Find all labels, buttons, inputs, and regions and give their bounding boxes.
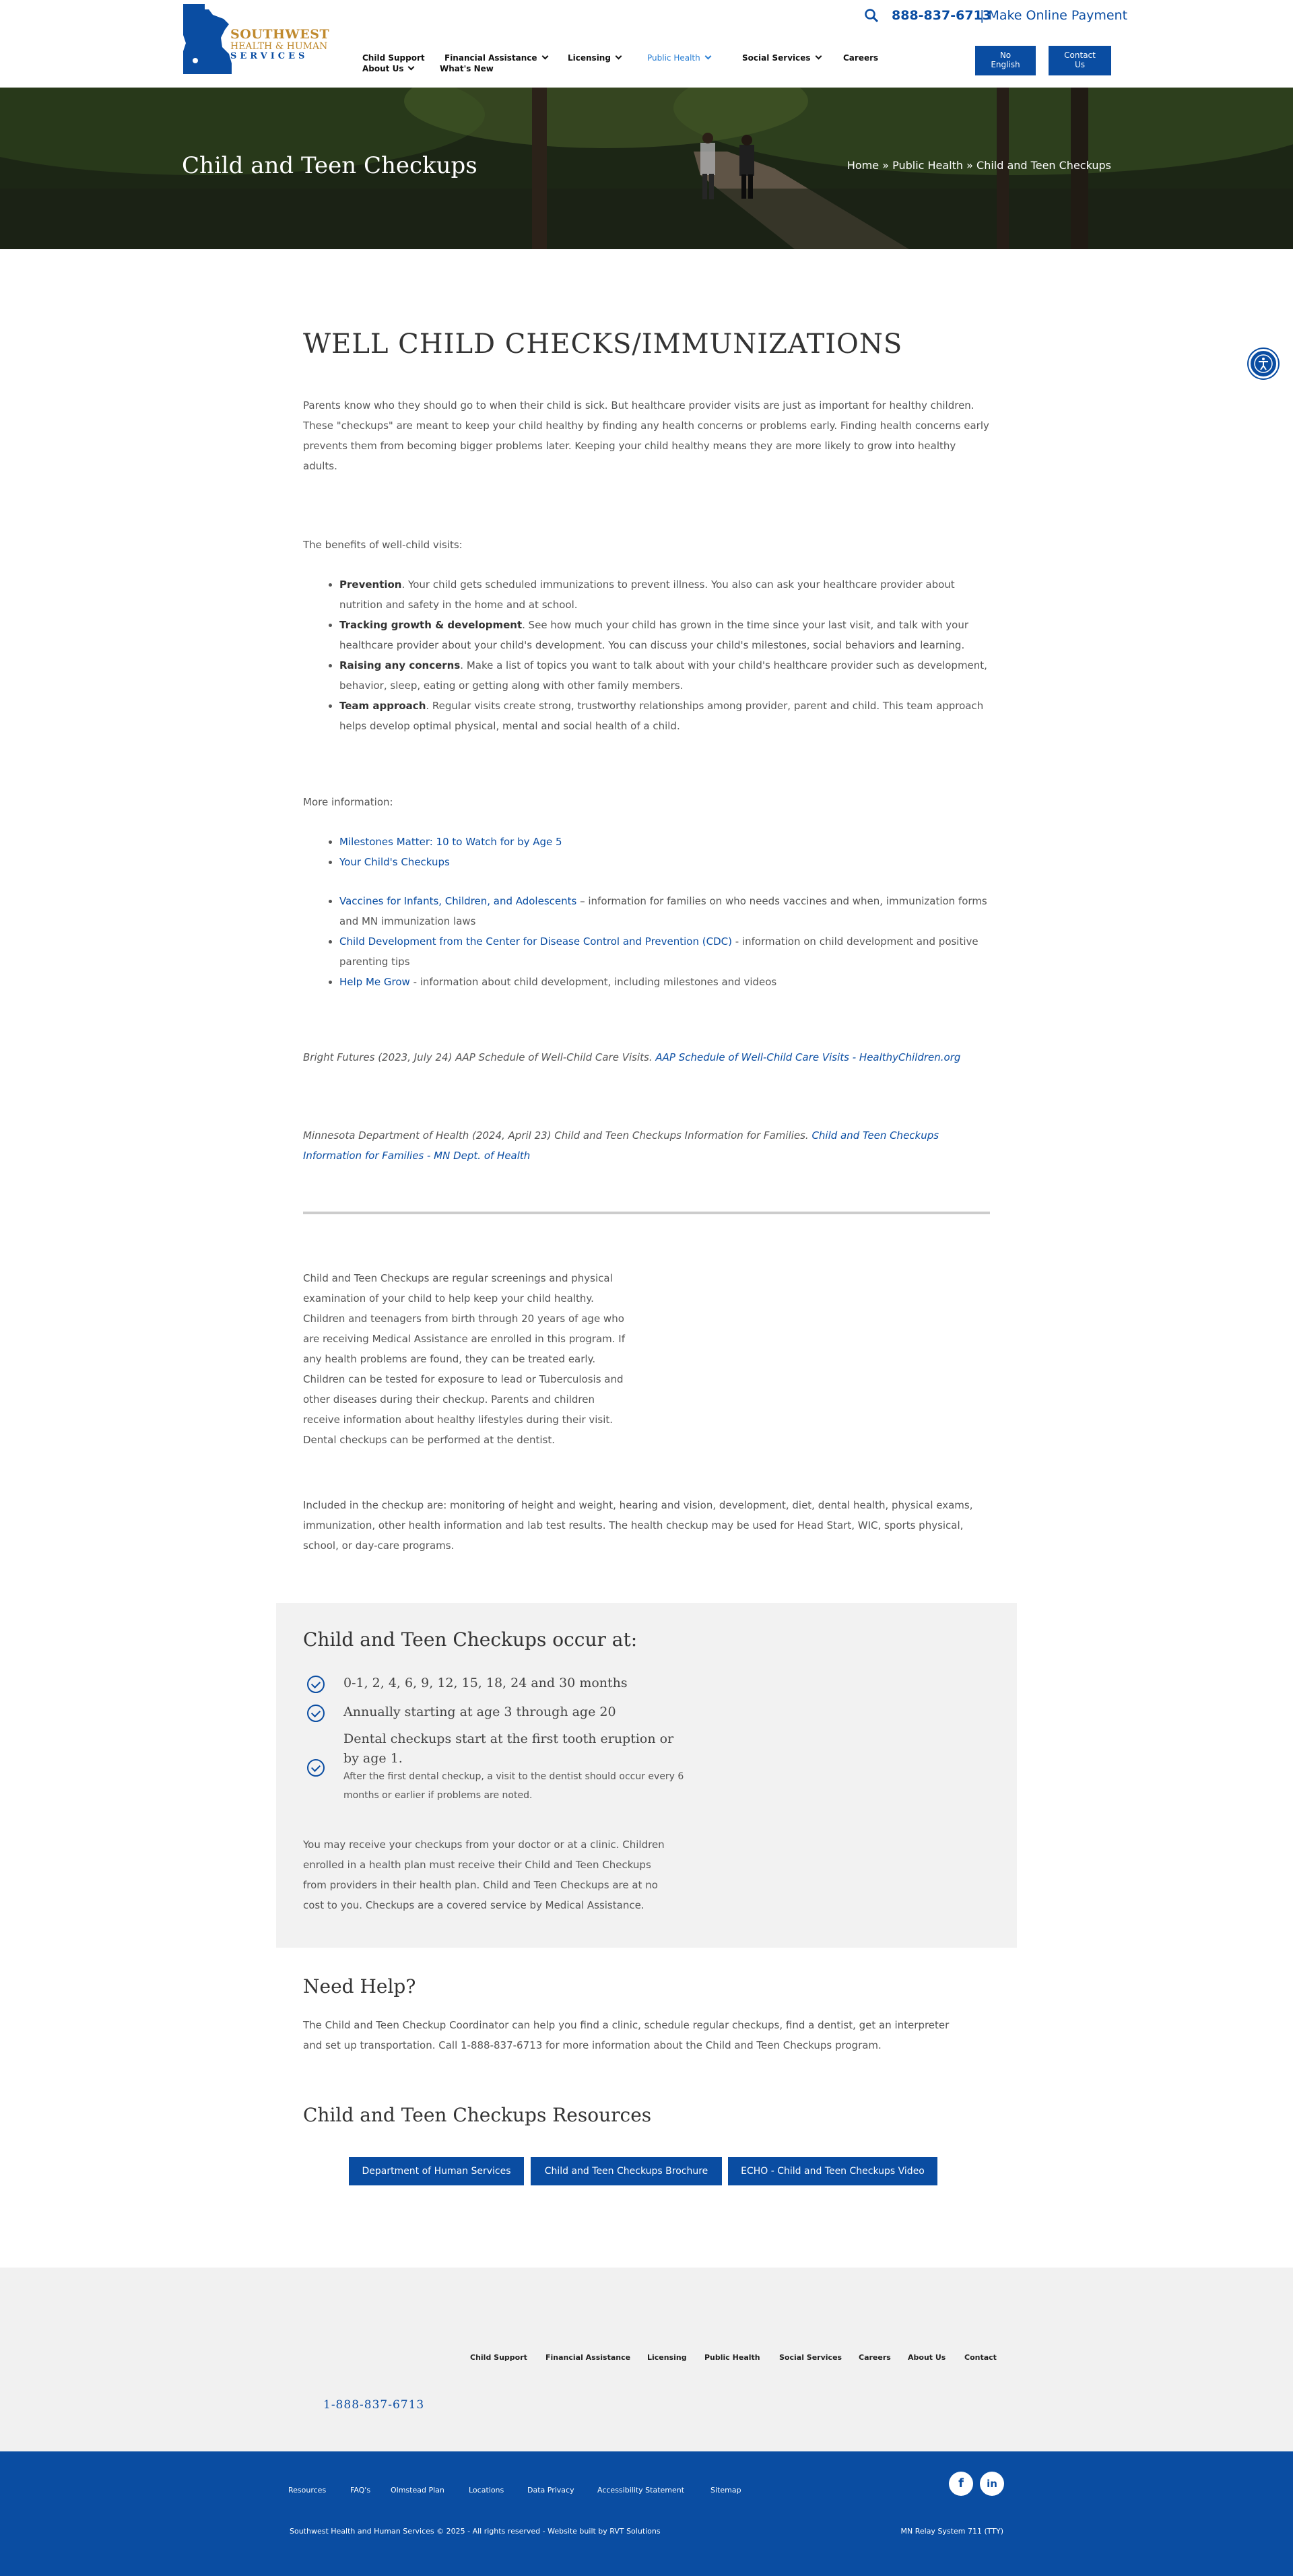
benefit-item [339,574,990,615]
footer-bottom [0,2451,1293,2576]
footer-link-faqs[interactable]: FAQ's [350,2486,371,2495]
nav-public-health[interactable] [647,53,710,63]
breadcrumb-separator: » [879,159,893,172]
brochure-button[interactable]: Child and Teen Checkups Brochure [531,2157,722,2185]
benefit-text: . Regular visits create strong, trustworthy relationships among provider, parent and child. This team approach helps develop optimal physical, mental and social health of a child. [339,700,984,732]
vaccines-link[interactable]: Vaccines for Infants, Children, and Adolescents [339,895,577,907]
footer-phone-link[interactable]: 1-888-837-6713 [323,2398,425,2412]
breadcrumb-current: Child and Teen Checkups [976,159,1111,172]
need-help-title: Need Help? [303,1975,416,1997]
more-info-list-b [339,891,990,992]
schedule-item-dental: Dental checkups start at the first tooth eruption or by age 1. [343,1731,674,1766]
contact-us-button[interactable]: Contact Us [1049,46,1111,75]
nav-label: Careers [843,53,879,63]
breadcrumb [847,159,1111,172]
footer-nav-careers[interactable]: Careers [859,2353,891,2362]
list-item [339,931,990,972]
chevron-down-icon [815,53,822,60]
nav-child-support[interactable] [362,53,425,63]
copyright-text: Southwest Health and Human Services © 2025 - All rights reserved - Website built by RVT Solutions [290,2527,661,2536]
benefits-heading: The benefits of well-child visits: [303,539,463,551]
benefit-term: Prevention [339,579,402,591]
dental-followup-note: After the first dental checkup, a visit to the dentist should occur every 6 months or earlier if problems are noted. [343,1771,684,1801]
dhs-button[interactable]: Department of Human Services [349,2157,524,2185]
list-item [339,972,990,992]
resources-title: Child and Teen Checkups Resources [303,2104,652,2126]
nav-label: What's New [440,64,494,73]
nav-label: Public Health [647,53,700,63]
footer-link-olmstead-plan[interactable]: Olmstead Plan [391,2486,444,2495]
citation-text: Minnesota Department of Health (2024, April 23) Child and Teen Checkups Information for Families. [303,1129,812,1142]
schedule-title: Child and Teen Checkups occur at: [303,1628,638,1651]
link-description: – information for families on who needs vaccines and when, immunization forms and MN immunization laws [339,895,987,927]
aap-schedule-link[interactable]: AAP Schedule of Well-Child Care Visits - HealthyChildren.org [655,1051,961,1063]
footer-nav-child-support[interactable]: Child Support [470,2353,527,2362]
list-item [339,891,990,931]
logo-line-2: HEALTH & HUMAN [230,40,328,52]
receive-checkups-paragraph: You may receive your checkups from your doctor or at a clinic. Children enrolled in a health plan must receive their Child and Teen Checkups from providers in their health plan. Child and Teen Checkups are at no cost to you. Checkups are a covered service by Medical Assistance. [303,1839,665,1911]
more-info-list-a [339,832,990,872]
logo-text [230,28,329,61]
main-heading: WELL CHILD CHECKS/IMMUNIZATIONS [303,329,903,360]
benefit-text: . See how much your child has grown in the time since your last visit, and talk with your healthcare provider about your child's development. You can discuss your child's milestones, social behaviors and learning. [339,619,968,651]
site-header [0,0,1293,88]
footer-link-resources[interactable]: Resources [288,2486,327,2495]
nav-whats-new[interactable] [440,64,494,73]
footer-link-data-privacy[interactable]: Data Privacy [527,2486,574,2495]
logo-line-1: SOUTHWEST [230,27,330,42]
list-item [339,852,990,872]
citation-text: Bright Futures (2023, July 24) AAP Schedule of Well-Child Care Visits. [303,1051,656,1063]
nav-financial-assistance[interactable] [444,53,548,63]
link-description: - information on child development and positive parenting tips [339,935,979,968]
nav-label: Financial Assistance [444,53,537,63]
check-circle-icon [307,1705,325,1722]
footer-nav-social-services[interactable]: Social Services [779,2353,842,2362]
footer-top [0,2268,1293,2451]
footer-nav-licensing[interactable]: Licensing [647,2353,687,2362]
chevron-down-icon [704,53,711,60]
nav-label: About Us [362,64,404,73]
footer-nav-contact[interactable]: Contact [964,2353,997,2362]
benefit-text: . Make a list of topics you want to talk about with your child's healthcare provider such as development, behavior, sleep, eating or getting along with other family members. [339,659,987,692]
breadcrumb-home[interactable]: Home [847,159,880,172]
mdh-info-link[interactable]: Child and Teen Checkups Information for Families - MN Dept. of Health [303,1129,939,1162]
header-phone-link[interactable]: 888-837-6713 [892,8,991,23]
intro-paragraph: Parents know who they should go to when their child is sick. But healthcare provider visits are just as important for healthy children. These "checkups" are meant to keep your child healthy by finding any health concerns or problems early. Finding health concerns early prevents them from becoming bigger problems later. Keeping your child healthy means they are more likely to grow into healthy adults. [303,399,989,472]
footer-link-sitemap[interactable]: Sitemap [710,2486,741,2495]
page-hero-title: Child and Teen Checkups [182,152,477,179]
nav-label: Child Support [362,53,425,63]
linkedin-icon[interactable]: in [980,2472,1004,2496]
nav-careers[interactable] [843,53,878,63]
link-description: - information about child development, including milestones and videos [409,976,777,988]
benefit-text: . Your child gets scheduled immunizations to prevent illness. You also can ask your healthcare provider about nutrition and safety in the home and at school. [339,579,955,611]
breadcrumb-public-health[interactable]: Public Health [892,159,964,172]
nav-licensing[interactable] [568,53,621,63]
benefit-item [339,655,990,696]
breadcrumb-separator: » [963,159,977,172]
check-circle-icon [307,1676,325,1693]
logo-line-3: SERVICES [230,51,308,61]
citation-mdh [303,1125,990,1166]
schedule-item-annual: Annually starting at age 3 through age 20 [343,1705,616,1719]
accessibility-icon [1251,351,1276,376]
checkup-included-paragraph: Included in the checkup are: monitoring of height and weight, hearing and vision, development, diet, dental health, physical exams, immunization, other health information and lab test results. The health checkup may be used for Head Start, WIC, sports physical, school, or day-care programs. [303,1499,973,1552]
no-english-button[interactable]: No English [975,46,1036,75]
footer-link-accessibility-statement[interactable]: Accessibility Statement [597,2486,685,2495]
chevron-down-icon [408,64,415,71]
nav-label: Social Services [742,53,811,63]
benefit-item [339,615,990,655]
benefit-term: Raising any concerns [339,659,461,671]
echo-video-button[interactable]: ECHO - Child and Teen Checkups Video [728,2157,937,2185]
schedule-item-months: 0-1, 2, 4, 6, 9, 12, 15, 18, 24 and 30 months [343,1676,628,1690]
ctc-description: Child and Teen Checkups are regular screenings and physical examination of your child to help keep your child healthy. Children and teenagers from birth through 20 years of age who are receiving Medical Assistance are enrolled in this program. If any health problems are found, they can be treated early. Children can be tested for exposure to lead or Tuberculosis and other diseases during their checkup. Parents and children receive information about healthy lifestyles during their visit. Dental checkups can be performed at the dentist. [303,1272,625,1446]
footer-nav-financial-assistance[interactable]: Financial Assistance [545,2353,631,2362]
chevron-down-icon [541,53,548,60]
accessibility-button[interactable] [1249,349,1278,378]
nav-about-us[interactable] [362,64,413,73]
hero-banner [0,88,1293,249]
make-online-payment-link[interactable]: | Make Online Payment [980,8,1128,23]
benefit-term: Team approach [339,700,426,712]
cdc-child-development-link[interactable]: Child Development from the Center for Disease Control and Prevention (CDC) [339,935,732,948]
help-me-grow-link[interactable]: Help Me Grow [339,976,410,988]
more-info-heading: More information: [303,796,393,808]
list-item [339,832,990,852]
benefit-term: Tracking growth & development [339,619,523,631]
milestones-link[interactable]: Milestones Matter: 10 to Watch for by Age 5 [339,836,562,848]
nav-label: Licensing [568,53,611,63]
your-childs-checkups-link[interactable]: Your Child's Checkups [339,856,450,868]
citation-aap [303,1047,990,1067]
footer-nav-about-us[interactable]: About Us [908,2353,946,2362]
nav-social-services[interactable] [742,53,821,63]
section-divider [303,1212,990,1214]
facebook-icon[interactable]: f [949,2472,973,2496]
chevron-down-icon [616,53,622,60]
footer-nav-public-health[interactable]: Public Health [704,2353,760,2362]
search-icon[interactable] [864,8,879,23]
need-help-text: The Child and Teen Checkup Coordinator can help you find a clinic, schedule regular checkups, find a dentist, get an interpreter and set up transportation. Call 1-888-837-6713 for more information about the Child and Teen Checkups program. [303,2019,950,2051]
benefits-list [339,574,990,736]
relay-system-text: MN Relay System 711 (TTY) [900,2527,1003,2536]
footer-link-locations[interactable]: Locations [469,2486,504,2495]
check-circle-icon [307,1759,325,1777]
benefit-item [339,696,990,736]
